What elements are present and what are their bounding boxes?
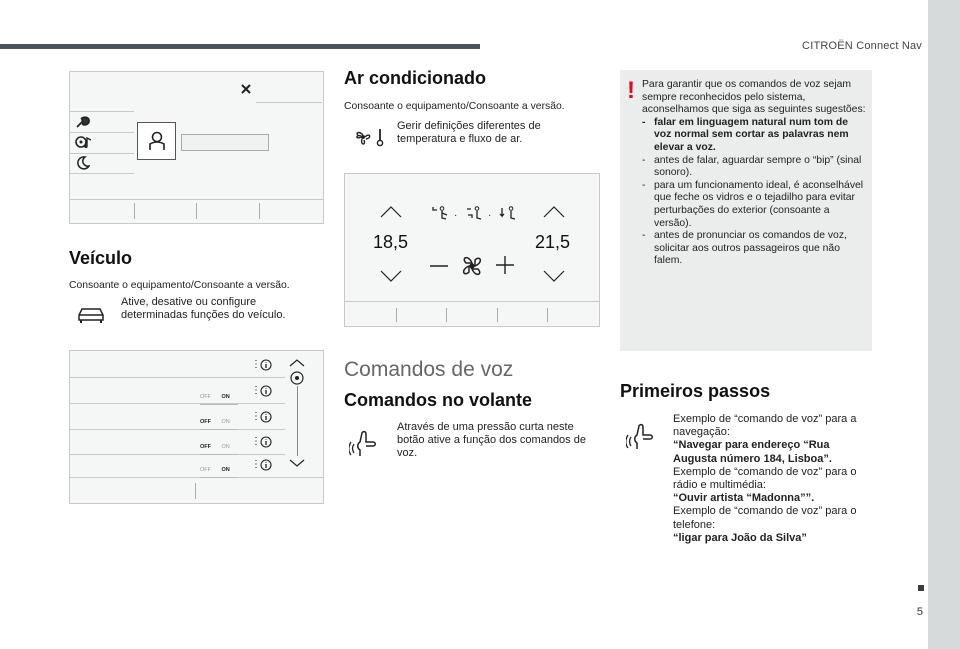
more-menu-icon[interactable]: ⋮	[251, 459, 261, 470]
info-icon[interactable]	[260, 359, 272, 371]
scrollbar-track[interactable]	[297, 386, 298, 456]
brand-title: CITROËN Connect Nav	[802, 40, 922, 52]
fan-speed-icon[interactable]	[458, 252, 486, 280]
temp-right-down-icon[interactable]	[543, 270, 565, 282]
sound-settings-icon[interactable]	[75, 135, 93, 149]
airflow-face-feet-icon[interactable]	[465, 206, 485, 220]
temperature-left: 18,5	[373, 232, 409, 252]
toggle-off-label: OFF	[200, 419, 211, 425]
temp-left-down-icon[interactable]	[380, 270, 402, 282]
temp-right-up-icon[interactable]	[543, 206, 565, 218]
voice-command-icon	[349, 428, 379, 458]
info-icon[interactable]	[260, 459, 272, 471]
fan-increase-icon[interactable]	[496, 256, 514, 274]
header-rule	[0, 44, 480, 49]
nav-example-command: “Navegar para endereço “Rua Augusta número 184, Lisboa”.	[673, 439, 832, 465]
info-icon[interactable]	[260, 436, 272, 448]
profile-button[interactable]	[137, 122, 176, 160]
tips-intro: Para garantir que os comandos de voz sejam sempre reconhecidos pelo sistema, aconselhamos que siga as seguintes sugestões:	[642, 79, 866, 116]
toggle-off-label: OFF	[200, 394, 211, 400]
phone-example-command: “ligar para João da Silva”	[673, 531, 807, 544]
radio-example-intro: Exemplo de “comando de voz” para o rádio e multimédia:	[673, 465, 857, 492]
more-menu-icon[interactable]: ⋮	[251, 436, 261, 447]
voice-command-icon	[626, 421, 656, 451]
radio-example-command: “Ouvir artista “Madonna””.	[673, 492, 815, 505]
scroll-position-icon[interactable]	[290, 371, 304, 385]
toggle-on-label: ON	[221, 419, 230, 425]
airflow-face-icon[interactable]	[430, 206, 450, 220]
night-mode-icon[interactable]	[76, 156, 90, 170]
tips-list	[642, 117, 868, 268]
steering-controls-title: Comandos no volante	[344, 390, 533, 410]
scroll-down-icon[interactable]	[289, 459, 305, 467]
voice-examples	[673, 413, 873, 545]
fan-decrease-icon[interactable]	[430, 264, 448, 268]
toggle-switch[interactable]	[200, 458, 238, 473]
toggle-switch[interactable]	[200, 435, 238, 450]
scroll-up-icon[interactable]	[289, 359, 305, 367]
vehicle-icon	[77, 306, 105, 324]
ac-description: Gerir definições diferentes de temperatura e fluxo de ar.	[397, 120, 541, 146]
vehicle-settings-screen	[69, 71, 324, 224]
toggle-off-label: OFF	[200, 444, 211, 450]
vehicle-equipment-note: Consoante o equipamento/Consoante a versão.	[69, 280, 290, 291]
first-steps-title: Primeiros passos	[620, 381, 771, 401]
tip-item: - falar em linguagem natural num tom de voz normal sem cortar as palavras nem elevar a voz.	[642, 117, 868, 155]
toggle-switch[interactable]	[200, 385, 238, 400]
profile-name-field[interactable]	[181, 134, 269, 151]
vehicle-description: Ative, desative ou configure determinadas funções do veículo.	[121, 296, 286, 322]
continuation-marker	[918, 585, 924, 591]
vehicle-title: Veículo	[69, 248, 133, 268]
voice-commands-heading: Comandos de voz	[344, 358, 514, 381]
more-menu-icon[interactable]: ⋮	[251, 411, 261, 422]
info-icon[interactable]	[260, 411, 272, 423]
page-number: 5	[916, 606, 923, 618]
toggle-on-label: ON	[221, 467, 230, 473]
steering-description: Através de uma pressão curta neste botão ative a função dos comandos de voz.	[397, 421, 586, 460]
more-menu-icon[interactable]: ⋮	[251, 359, 261, 370]
tips-note-box	[620, 70, 872, 351]
close-icon[interactable]	[240, 83, 252, 95]
user-profile-icon	[148, 131, 166, 151]
ac-equipment-note: Consoante o equipamento/Consoante a versão.	[344, 101, 565, 112]
toggle-on-label: ON	[221, 444, 230, 450]
info-icon[interactable]	[260, 385, 272, 397]
tip-item: - antes de falar, aguardar sempre o “bip” (sinal sonoro).	[642, 155, 868, 180]
more-menu-icon[interactable]: ⋮	[251, 385, 261, 396]
temperature-right: 21,5	[535, 232, 571, 252]
airflow-feet-icon[interactable]	[499, 206, 519, 220]
warning-exclamation-icon: !	[627, 77, 635, 104]
dot-separator-icon: ·	[454, 210, 458, 221]
climate-screen	[344, 173, 600, 327]
tip-item: - para um funcionamento ideal, é aconselhável que feche os vidros e o tejadilho para evitar perturbações do exterior (consoante a versão).	[642, 180, 868, 230]
fan-temperature-icon	[352, 126, 388, 148]
temp-left-up-icon[interactable]	[380, 206, 402, 218]
tip-item: - antes de pronunciar os comandos de voz, solicitar aos outros passageiros que não falem.	[642, 230, 868, 268]
vehicle-functions-screen	[69, 350, 324, 504]
paint-palette-icon[interactable]	[75, 115, 91, 129]
toggle-off-label: OFF	[200, 467, 211, 473]
nav-example-intro: Exemplo de “comando de voz” para a navegação:	[673, 413, 857, 439]
page-edge-bar	[928, 0, 960, 649]
phone-example-intro: Exemplo de “comando de voz” para o telefone:	[673, 505, 857, 531]
toggle-switch[interactable]	[200, 410, 238, 425]
dot-separator-icon: ·	[488, 210, 492, 221]
toggle-on-label: ON	[221, 394, 230, 400]
ac-title: Ar condicionado	[344, 68, 487, 88]
